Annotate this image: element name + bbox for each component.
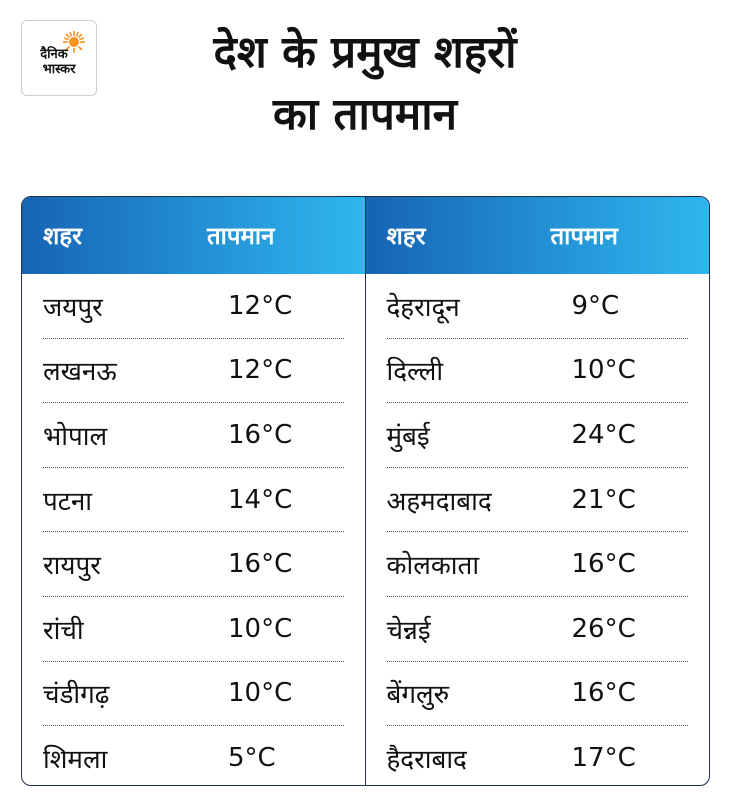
city-name: भोपाल [43, 421, 108, 452]
city-temp: 9°C [571, 290, 620, 321]
table-row [387, 662, 689, 727]
city-temp: 16°C [228, 419, 293, 450]
title-line-2: का तापमान [272, 89, 458, 140]
city-temp: 17°C [571, 743, 636, 774]
city-name: लखनऊ [43, 357, 117, 388]
city-temp: 5°C [228, 743, 276, 774]
logo-line-2: भास्कर [42, 62, 76, 77]
city-temp: 10°C [571, 355, 636, 386]
table-row [43, 662, 344, 727]
city-name: शिमला [43, 745, 108, 776]
table-row [387, 597, 689, 662]
city-temp: 12°C [228, 290, 293, 321]
title-line-1: देश के प्रमुख शहरों [213, 27, 517, 78]
city-name: कोलकाता [386, 551, 480, 582]
table-row [43, 403, 344, 468]
city-name: पटना [43, 486, 93, 517]
city-temp: 21°C [571, 484, 636, 515]
city-name: हैदराबाद [386, 745, 467, 776]
table-row [387, 532, 689, 597]
city-temp: 14°C [228, 484, 293, 515]
page-title [110, 22, 620, 146]
table-column-left [22, 197, 366, 785]
table-row [387, 468, 689, 533]
dainik-bhaskar-logo [21, 20, 97, 96]
table-row [387, 274, 689, 339]
header-temp: तापमान [207, 222, 275, 250]
city-temp: 12°C [228, 355, 293, 386]
table-row [43, 532, 344, 597]
table-header [366, 197, 710, 274]
city-name: अहमदाबाद [386, 486, 492, 517]
table-header [22, 197, 365, 274]
city-temp: 16°C [571, 678, 636, 709]
city-temp: 10°C [228, 613, 293, 644]
city-name: देहरादून [386, 292, 460, 323]
city-name: चंडीगढ़ [43, 680, 110, 711]
table-row [43, 597, 344, 662]
header-temp: तापमान [550, 222, 618, 250]
table-row [387, 726, 689, 786]
header-city: शहर [386, 222, 426, 250]
city-temp: 16°C [571, 549, 636, 580]
table-row [43, 274, 344, 339]
city-temp: 16°C [228, 549, 293, 580]
table-row [43, 726, 344, 786]
table-row [43, 339, 344, 404]
city-name: दिल्ली [386, 357, 444, 388]
table-row [387, 339, 689, 404]
city-temp: 10°C [228, 678, 293, 709]
city-name: रांची [43, 615, 84, 646]
city-name: जयपुर [43, 292, 103, 323]
city-temp: 26°C [571, 613, 636, 644]
table-row [43, 468, 344, 533]
city-temp: 24°C [571, 419, 636, 450]
city-name: रायपुर [43, 551, 101, 582]
header-city: शहर [43, 222, 82, 250]
logo-line-1: दैनिक [40, 47, 68, 62]
table-column-right [366, 197, 710, 785]
city-name: मुंबई [386, 421, 430, 452]
table-row [387, 403, 689, 468]
city-name: चेन्नई [386, 615, 431, 646]
temperature-table [21, 196, 710, 786]
city-name: बेंगलुरु [386, 680, 450, 711]
